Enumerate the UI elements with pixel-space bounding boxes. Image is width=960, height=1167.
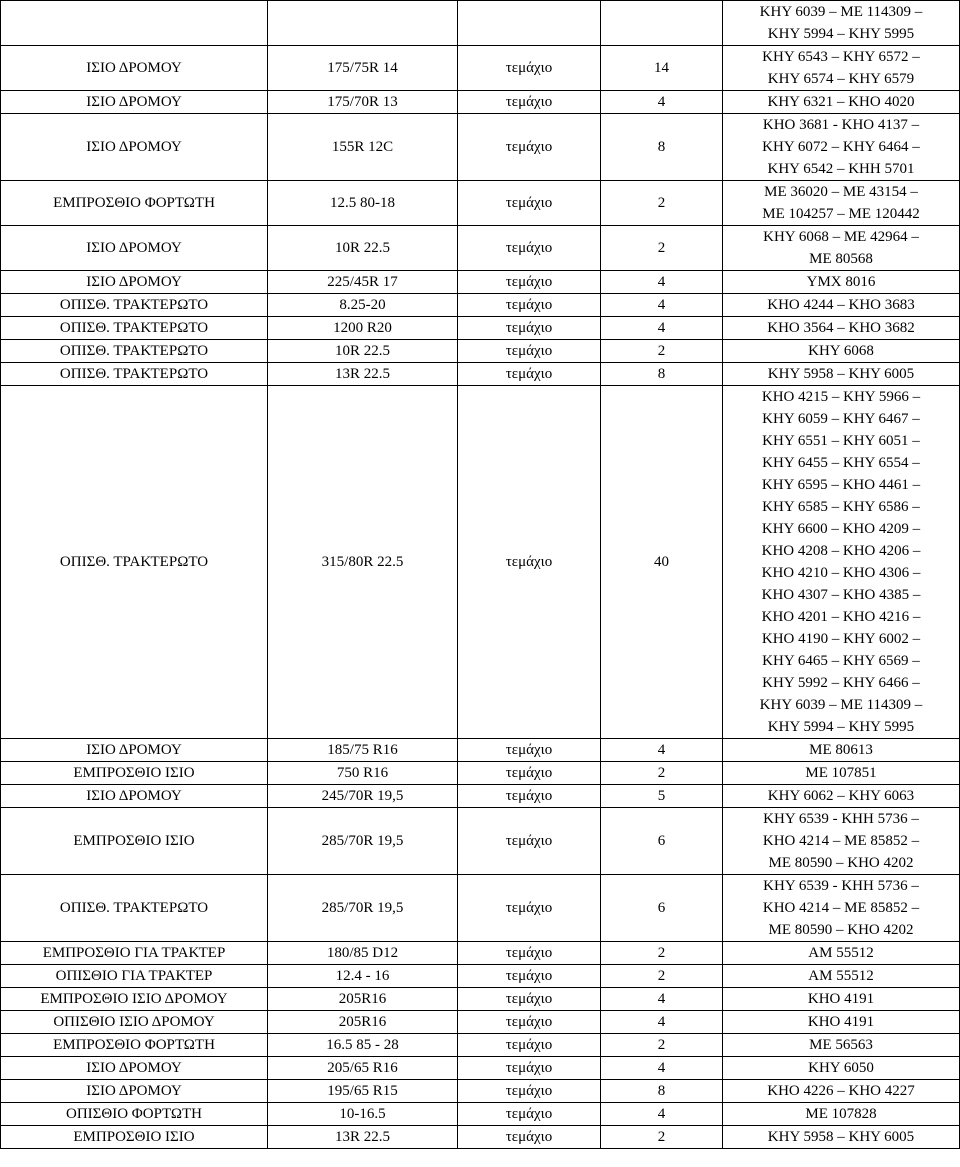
tyre-type-cell: ΙΣΙΟ ΔΡΟΜΟΥ — [1, 46, 268, 91]
vehicle-codes-cell: ΑΜ 55512 — [723, 942, 960, 965]
quantity-cell: 2 — [601, 1034, 723, 1057]
vehicle-codes-cell: ΚΗΥ 5958 – ΚΗΥ 6005 — [723, 363, 960, 386]
quantity-cell: 2 — [601, 226, 723, 271]
tyre-type-cell: ΟΠΙΣΘΙΟ ΓΙΑ ΤΡΑΚΤΕΡ — [1, 965, 268, 988]
unit-cell: τεμάχιο — [458, 988, 601, 1011]
vehicle-codes-cell: ΚΗΥ 5958 – ΚΗΥ 6005 — [723, 1126, 960, 1149]
vehicle-codes-cell: ΚΗΥ 6539 - ΚΗΗ 5736 – ΚΗΟ 4214 – ΜΕ 85852 – ΜΕ 80590 – ΚΗΟ 4202 — [723, 808, 960, 875]
tyre-type-cell: ΙΣΙΟ ΔΡΟΜΟΥ — [1, 739, 268, 762]
tyre-type-cell: ΟΠΙΣΘ. ΤΡΑΚΤΕΡΩΤΟ — [1, 340, 268, 363]
tyre-type-cell: ΟΠΙΣΘ. ΤΡΑΚΤΕΡΩΤΟ — [1, 294, 268, 317]
table-row — [1, 386, 960, 739]
table-row — [1, 363, 960, 386]
quantity-cell: 2 — [601, 942, 723, 965]
table-row — [1, 226, 960, 271]
quantity-cell: 4 — [601, 1103, 723, 1126]
unit-cell: τεμάχιο — [458, 1126, 601, 1149]
tyre-type-cell: ΟΠΙΣΘ. ΤΡΑΚΤΕΡΩΤΟ — [1, 386, 268, 739]
table-row — [1, 762, 960, 785]
table-row — [1, 1057, 960, 1080]
vehicle-codes-cell: ΚΗΥ 6068 — [723, 340, 960, 363]
tyre-size-cell: 185/75 R16 — [268, 739, 458, 762]
table-row — [1, 91, 960, 114]
vehicle-codes-cell: ΚΗΟ 3564 – ΚΗΟ 3682 — [723, 317, 960, 340]
vehicle-codes-cell: ΚΗΥ 6039 – ΜΕ 114309 – ΚΗΥ 5994 – ΚΗΥ 5995 — [723, 1, 960, 46]
quantity-cell: 2 — [601, 181, 723, 226]
tyre-size-cell: 195/65 R15 — [268, 1080, 458, 1103]
quantity-cell: 4 — [601, 1011, 723, 1034]
unit-cell: τεμάχιο — [458, 226, 601, 271]
unit-cell — [458, 1, 601, 46]
vehicle-codes-cell: ΚΗΥ 6321 – ΚΗΟ 4020 — [723, 91, 960, 114]
table-row — [1, 271, 960, 294]
tyre-size-cell: 285/70R 19,5 — [268, 808, 458, 875]
quantity-cell: 2 — [601, 1126, 723, 1149]
unit-cell: τεμάχιο — [458, 294, 601, 317]
table-row — [1, 942, 960, 965]
tyre-size-cell: 245/70R 19,5 — [268, 785, 458, 808]
unit-cell: τεμάχιο — [458, 91, 601, 114]
table-row — [1, 294, 960, 317]
quantity-cell: 4 — [601, 294, 723, 317]
unit-cell: τεμάχιο — [458, 363, 601, 386]
quantity-cell: 4 — [601, 271, 723, 294]
quantity-cell: 4 — [601, 988, 723, 1011]
tyre-type-cell: ΟΠΙΣΘ. ΤΡΑΚΤΕΡΩΤΟ — [1, 317, 268, 340]
table-row — [1, 181, 960, 226]
tyre-type-cell: ΙΣΙΟ ΔΡΟΜΟΥ — [1, 91, 268, 114]
tyre-size-cell: 155R 12C — [268, 114, 458, 181]
tyre-type-cell: ΙΣΙΟ ΔΡΟΜΟΥ — [1, 1080, 268, 1103]
tyre-type-cell: ΟΠΙΣΘ. ΤΡΑΚΤΕΡΩΤΟ — [1, 875, 268, 942]
vehicle-codes-cell: ΚΗΟ 4191 — [723, 1011, 960, 1034]
tyre-type-cell: ΕΜΠΡΟΣΘΙΟ ΦΟΡΤΩΤΗ — [1, 1034, 268, 1057]
tyre-size-cell: 205R16 — [268, 1011, 458, 1034]
tyre-size-cell: 180/85 D12 — [268, 942, 458, 965]
quantity-cell: 2 — [601, 965, 723, 988]
tyre-type-cell: ΕΜΠΡΟΣΘΙΟ ΙΣΙΟ — [1, 1126, 268, 1149]
unit-cell: τεμάχιο — [458, 1057, 601, 1080]
vehicle-codes-cell: ΚΗΟ 4215 – ΚΗΥ 5966 – ΚΗΥ 6059 – ΚΗΥ 6467 – ΚΗΥ 6551 – ΚΗΥ 6051 – ΚΗΥ 6455 – ΚΗΥ 6554 – ΚΗΥ 6595 – ΚΗΟ 4461 – ΚΗΥ 6585 – ΚΗΥ 6586 – ΚΗΥ 6600 – ΚΗΟ 4209 – ΚΗΟ 4208 – ΚΗΟ 4206 – ΚΗΟ 4210 – ΚΗΟ 4306 – ΚΗΟ 4307 – ΚΗΟ 4385 – ΚΗΟ 4201 – ΚΗΟ 4216 – ΚΗΟ 4190 – ΚΗΥ 6002 – ΚΗΥ 6465 – ΚΗΥ 6569 – ΚΗΥ 5992 – ΚΗΥ 6466 – ΚΗΥ 6039 – ΜΕ 114309 – ΚΗΥ 5994 – ΚΗΥ 5995 — [723, 386, 960, 739]
quantity-cell: 5 — [601, 785, 723, 808]
unit-cell: τεμάχιο — [458, 340, 601, 363]
tyre-type-cell: ΙΣΙΟ ΔΡΟΜΟΥ — [1, 114, 268, 181]
table-row — [1, 1034, 960, 1057]
table-row — [1, 317, 960, 340]
vehicle-codes-cell: ΚΗΟ 4226 – ΚΗΟ 4227 — [723, 1080, 960, 1103]
tyre-size-cell: 205/65 R16 — [268, 1057, 458, 1080]
quantity-cell: 8 — [601, 363, 723, 386]
vehicle-codes-cell: ΚΗΟ 4191 — [723, 988, 960, 1011]
unit-cell: τεμάχιο — [458, 1103, 601, 1126]
table-row — [1, 114, 960, 181]
tyre-type-cell: ΕΜΠΡΟΣΘΙΟ ΓΙΑ ΤΡΑΚΤΕΡ — [1, 942, 268, 965]
vehicle-codes-cell: ΚΗΟ 3681 - ΚΗΟ 4137 – ΚΗΥ 6072 – ΚΗΥ 6464 – ΚΗΥ 6542 – ΚΗΗ 5701 — [723, 114, 960, 181]
tyre-type-cell — [1, 1, 268, 46]
tyre-size-cell: 16.5 85 - 28 — [268, 1034, 458, 1057]
quantity-cell: 2 — [601, 762, 723, 785]
vehicle-codes-cell: ΚΗΟ 4244 – ΚΗΟ 3683 — [723, 294, 960, 317]
tyre-type-cell: ΙΣΙΟ ΔΡΟΜΟΥ — [1, 785, 268, 808]
tyre-size-cell: 10R 22.5 — [268, 226, 458, 271]
vehicle-codes-cell: ΥΜΧ 8016 — [723, 271, 960, 294]
tyre-type-cell: ΕΜΠΡΟΣΘΙΟ ΙΣΙΟ ΔΡΟΜΟΥ — [1, 988, 268, 1011]
tyre-type-cell: ΙΣΙΟ ΔΡΟΜΟΥ — [1, 271, 268, 294]
quantity-cell: 6 — [601, 875, 723, 942]
quantity-cell — [601, 1, 723, 46]
quantity-cell: 40 — [601, 386, 723, 739]
unit-cell: τεμάχιο — [458, 271, 601, 294]
table-row — [1, 340, 960, 363]
table-row — [1, 1, 960, 46]
quantity-cell: 4 — [601, 1057, 723, 1080]
tyre-size-cell: 12.5 80-18 — [268, 181, 458, 226]
vehicle-codes-cell: ΑΜ 55512 — [723, 965, 960, 988]
tyre-size-cell — [268, 1, 458, 46]
tyre-size-cell: 225/45R 17 — [268, 271, 458, 294]
quantity-cell: 6 — [601, 808, 723, 875]
tyre-size-cell: 175/75R 14 — [268, 46, 458, 91]
unit-cell: τεμάχιο — [458, 785, 601, 808]
tyre-type-cell: ΟΠΙΣΘΙΟ ΦΟΡΤΩΤΗ — [1, 1103, 268, 1126]
vehicle-codes-cell: ΚΗΥ 6050 — [723, 1057, 960, 1080]
vehicle-codes-cell: ΜΕ 107828 — [723, 1103, 960, 1126]
table-row — [1, 1103, 960, 1126]
quantity-cell: 2 — [601, 340, 723, 363]
vehicle-codes-cell: ΚΗΥ 6539 - ΚΗΗ 5736 – ΚΗΟ 4214 – ΜΕ 85852 – ΜΕ 80590 – ΚΗΟ 4202 — [723, 875, 960, 942]
unit-cell: τεμάχιο — [458, 46, 601, 91]
quantity-cell: 8 — [601, 1080, 723, 1103]
tyre-size-cell: 10-16.5 — [268, 1103, 458, 1126]
vehicle-codes-cell: ΜΕ 36020 – ΜΕ 43154 – ΜΕ 104257 – ΜΕ 120442 — [723, 181, 960, 226]
tyre-size-cell: 13R 22.5 — [268, 363, 458, 386]
tyre-size-cell: 285/70R 19,5 — [268, 875, 458, 942]
tyre-size-cell: 1200 R20 — [268, 317, 458, 340]
table-row — [1, 1126, 960, 1149]
vehicle-codes-cell: ΚΗΥ 6068 – ΜΕ 42964 – ΜΕ 80568 — [723, 226, 960, 271]
tyre-size-cell: 13R 22.5 — [268, 1126, 458, 1149]
tyre-type-cell: ΟΠΙΣΘΙΟ ΙΣΙΟ ΔΡΟΜΟΥ — [1, 1011, 268, 1034]
table-row — [1, 1080, 960, 1103]
tyre-type-cell: ΕΜΠΡΟΣΘΙΟ ΙΣΙΟ — [1, 762, 268, 785]
table-row — [1, 785, 960, 808]
table-row — [1, 965, 960, 988]
table-row — [1, 808, 960, 875]
tyre-size-cell: 12.4 - 16 — [268, 965, 458, 988]
tyre-size-cell: 205R16 — [268, 988, 458, 1011]
unit-cell: τεμάχιο — [458, 181, 601, 226]
unit-cell: τεμάχιο — [458, 762, 601, 785]
tyre-size-cell: 8.25-20 — [268, 294, 458, 317]
unit-cell: τεμάχιο — [458, 386, 601, 739]
vehicle-codes-cell: ΚΗΥ 6543 – ΚΗΥ 6572 – ΚΗΥ 6574 – ΚΗΥ 6579 — [723, 46, 960, 91]
unit-cell: τεμάχιο — [458, 1034, 601, 1057]
vehicle-codes-cell: ΚΗΥ 6062 – ΚΗΥ 6063 — [723, 785, 960, 808]
quantity-cell: 4 — [601, 739, 723, 762]
quantity-cell: 8 — [601, 114, 723, 181]
unit-cell: τεμάχιο — [458, 965, 601, 988]
quantity-cell: 14 — [601, 46, 723, 91]
unit-cell: τεμάχιο — [458, 1080, 601, 1103]
tyre-type-cell: ΙΣΙΟ ΔΡΟΜΟΥ — [1, 226, 268, 271]
table-row — [1, 988, 960, 1011]
tyre-size-cell: 315/80R 22.5 — [268, 386, 458, 739]
unit-cell: τεμάχιο — [458, 1011, 601, 1034]
tyre-type-cell: ΙΣΙΟ ΔΡΟΜΟΥ — [1, 1057, 268, 1080]
unit-cell: τεμάχιο — [458, 808, 601, 875]
tyre-type-cell: ΕΜΠΡΟΣΘΙΟ ΙΣΙΟ — [1, 808, 268, 875]
tyre-type-cell: ΟΠΙΣΘ. ΤΡΑΚΤΕΡΩΤΟ — [1, 363, 268, 386]
tyre-size-cell: 10R 22.5 — [268, 340, 458, 363]
unit-cell: τεμάχιο — [458, 739, 601, 762]
quantity-cell: 4 — [601, 91, 723, 114]
table-row — [1, 739, 960, 762]
unit-cell: τεμάχιο — [458, 114, 601, 181]
vehicle-codes-cell: ΜΕ 56563 — [723, 1034, 960, 1057]
tyres-table-body — [1, 1, 960, 1149]
unit-cell: τεμάχιο — [458, 317, 601, 340]
quantity-cell: 4 — [601, 317, 723, 340]
tyre-type-cell: ΕΜΠΡΟΣΘΙΟ ΦΟΡΤΩΤΗ — [1, 181, 268, 226]
tyre-size-cell: 175/70R 13 — [268, 91, 458, 114]
table-row — [1, 46, 960, 91]
unit-cell: τεμάχιο — [458, 875, 601, 942]
vehicle-codes-cell: ΜΕ 80613 — [723, 739, 960, 762]
unit-cell: τεμάχιο — [458, 942, 601, 965]
vehicle-codes-cell: ΜΕ 107851 — [723, 762, 960, 785]
tyre-size-cell: 750 R16 — [268, 762, 458, 785]
table-row — [1, 1011, 960, 1034]
table-row — [1, 875, 960, 942]
